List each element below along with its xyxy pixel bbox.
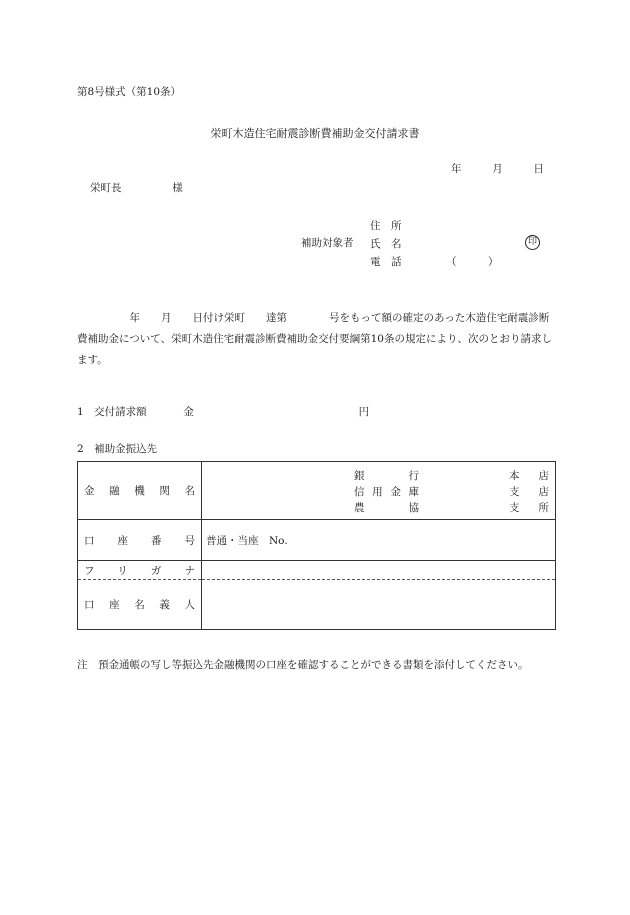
account-number-cell[interactable] (202, 520, 556, 561)
institution-label: 金融機関名 (78, 462, 202, 520)
table-row (78, 462, 556, 520)
addressee-name: 栄町長 (90, 182, 122, 194)
table-row (78, 580, 556, 630)
phone-label: 電 話 (370, 256, 402, 268)
branch-type-branch: 支店 (509, 486, 549, 498)
branch-type-head: 本店 (509, 470, 549, 482)
applicant-label: 補助対象者 (301, 237, 354, 249)
addressee-honorific: 様 (172, 182, 183, 194)
request-amount-label: 1 交付請求額 (77, 406, 147, 418)
name-label: 氏 名 (370, 238, 402, 250)
seal-mark: 印 (525, 235, 540, 250)
transfer-destination-label: 2 補助金振込先 (77, 443, 158, 455)
applicant-block (0, 217, 630, 277)
request-body-text: 年 月 日付け栄町 達第 号をもって額の確定のあった木造住宅耐震診断費補助金について、栄町木造住宅耐震診断費補助金交付要綱第10条の規定により、次のとおり請求します。 (77, 312, 552, 366)
date-line (451, 161, 544, 176)
account-holder-label: 口座名義人 (78, 580, 202, 630)
date-year: 年 (451, 163, 462, 175)
institution-cell[interactable] (202, 462, 556, 520)
applicant-fields (370, 217, 402, 271)
account-type-text: 普通・当座 No. (206, 534, 288, 547)
table-row (78, 561, 556, 580)
date-day: 日 (533, 163, 544, 175)
institution-type-coop: 農 協 (354, 502, 419, 514)
bank-account-table (77, 461, 556, 630)
table-row (78, 520, 556, 561)
furigana-label: フリガナ (78, 561, 202, 580)
date-month: 月 (492, 163, 503, 175)
amount-prefix: 金 (183, 406, 194, 418)
branch-type-office: 支所 (509, 502, 549, 514)
addressee (90, 180, 183, 195)
account-number-label: 口座番号 (78, 520, 202, 561)
institution-type-bank: 銀 行 (354, 470, 419, 482)
amount-unit: 円 (358, 406, 370, 418)
institution-type-credit: 信用金庫 (354, 486, 419, 498)
form-number: 第8号様式（第10条） (77, 86, 182, 98)
attachment-note: 注 預金通帳の写し等振込先金融機関の口座を確認することができる書類を添付してください。 (77, 659, 529, 671)
address-label: 住 所 (370, 220, 402, 232)
document-title: 栄町木造住宅耐震診断費補助金交付請求書 (210, 127, 420, 140)
furigana-cell[interactable] (202, 561, 556, 580)
request-amount-line (77, 404, 369, 419)
phone-parentheses: （ ） (446, 256, 499, 268)
account-holder-cell[interactable] (202, 580, 556, 630)
